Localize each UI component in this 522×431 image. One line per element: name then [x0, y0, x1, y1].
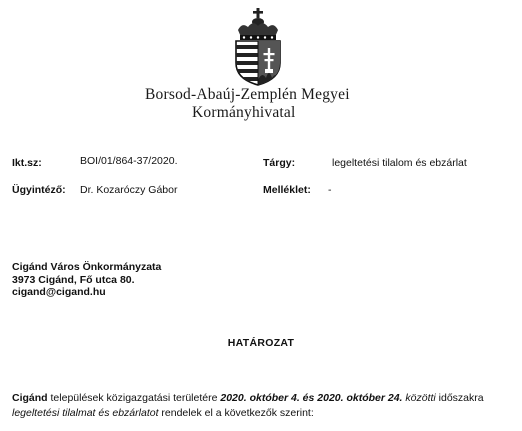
melleklet-value: -	[328, 184, 332, 196]
recipient-email: cigand@cigand.hu	[12, 286, 106, 298]
body-line1	[12, 391, 522, 406]
body-measure: legeltetési tilalmat és ebzárlatot	[12, 406, 159, 419]
body-text-2: közötti	[402, 392, 436, 404]
recipient-address: 3973 Cigánd, Fő utca 80.	[12, 273, 135, 286]
body-text-4: rendelek el a következők szerint:	[158, 406, 314, 419]
body-paragraph	[12, 391, 522, 420]
ikt-label: Ikt.sz:	[12, 157, 42, 169]
office-name-line2: Kormányhivatal	[192, 104, 296, 121]
melleklet-label: Melléklet:	[263, 184, 311, 196]
recipient-name: Cigánd Város Önkormányzata	[12, 261, 162, 273]
targy-label: Tárgy:	[263, 157, 296, 169]
hungarian-coat-of-arms-icon	[229, 8, 287, 86]
document-title: HATÁROZAT	[227, 337, 295, 349]
body-settlement: Cigánd	[12, 392, 48, 404]
body-dates: 2020. október 4. és 2020. október 24.	[220, 392, 403, 404]
office-name	[145, 86, 350, 122]
body-text-3: időszakra	[435, 392, 484, 404]
body-text-1: települések közigazgatási területére	[47, 392, 221, 404]
office-name-line1: Borsod-Abaúj-Zemplén Megyei	[145, 86, 350, 103]
recipient-block	[12, 261, 161, 299]
ugyintezo-label: Ügyintéző:	[12, 184, 66, 196]
targy-value: legeltetési tilalom és ebzárlat	[332, 157, 467, 169]
body-line2	[12, 406, 522, 421]
ugyintezo-value: Dr. Kozaróczy Gábor	[80, 184, 178, 196]
ikt-value: BOI/01/864-37/2020.	[80, 155, 178, 167]
